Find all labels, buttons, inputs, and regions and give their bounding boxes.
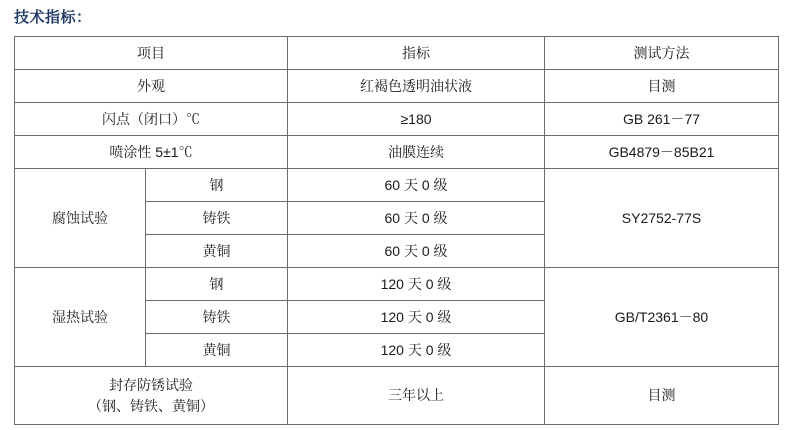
table-row bbox=[15, 136, 779, 169]
row-index-value: 120 天 0 级 bbox=[288, 334, 545, 367]
row-item-label: 喷涂性 5±1℃ bbox=[15, 136, 288, 169]
group-method-humidity: GB/T2361－80 bbox=[545, 268, 779, 367]
row-method-value: 目测 bbox=[545, 70, 779, 103]
row-index-value: 三年以上 bbox=[288, 367, 545, 425]
row-item-label: 外观 bbox=[15, 70, 288, 103]
row-item-label: 闪点（闭口）℃ bbox=[15, 103, 288, 136]
row-index-value: 120 天 0 级 bbox=[288, 301, 545, 334]
group-label-corrosion: 腐蚀试验 bbox=[15, 169, 146, 268]
row-index-value: 60 天 0 级 bbox=[288, 169, 545, 202]
row-index-value: 油膜连续 bbox=[288, 136, 545, 169]
column-header-method: 测试方法 bbox=[545, 37, 779, 70]
group-subitem-label: 钢 bbox=[146, 169, 288, 202]
table-row bbox=[15, 169, 779, 202]
row-method-value: GB4879－85B21 bbox=[545, 136, 779, 169]
row-index-value: 60 天 0 级 bbox=[288, 202, 545, 235]
row-item-label-storage bbox=[15, 367, 288, 425]
row-index-value: 红褐色透明油状液 bbox=[288, 70, 545, 103]
row-index-value: ≥180 bbox=[288, 103, 545, 136]
row-method-value: GB 261－77 bbox=[545, 103, 779, 136]
storage-label-line1: 封存防锈试验 bbox=[109, 376, 193, 393]
table-row bbox=[15, 70, 779, 103]
column-header-item: 项目 bbox=[15, 37, 288, 70]
group-subitem-label: 黄铜 bbox=[146, 334, 288, 367]
group-subitem-label: 铸铁 bbox=[146, 202, 288, 235]
row-method-value: 目测 bbox=[545, 367, 779, 425]
row-index-value: 120 天 0 级 bbox=[288, 268, 545, 301]
group-method-corrosion: SY2752-77S bbox=[545, 169, 779, 268]
group-subitem-label: 钢 bbox=[146, 268, 288, 301]
page-title: 技术指标： bbox=[14, 9, 92, 26]
group-subitem-label: 铸铁 bbox=[146, 301, 288, 334]
group-label-humidity: 湿热试验 bbox=[15, 268, 146, 367]
row-index-value: 60 天 0 级 bbox=[288, 235, 545, 268]
column-header-index: 指标 bbox=[288, 37, 545, 70]
table-row bbox=[15, 268, 779, 301]
storage-label-line2: （钢、铸铁、黄铜） bbox=[88, 397, 214, 414]
table-row bbox=[15, 367, 779, 425]
technical-spec-table bbox=[14, 36, 779, 425]
table-row bbox=[15, 103, 779, 136]
table-header-row bbox=[15, 37, 779, 70]
group-subitem-label: 黄铜 bbox=[146, 235, 288, 268]
